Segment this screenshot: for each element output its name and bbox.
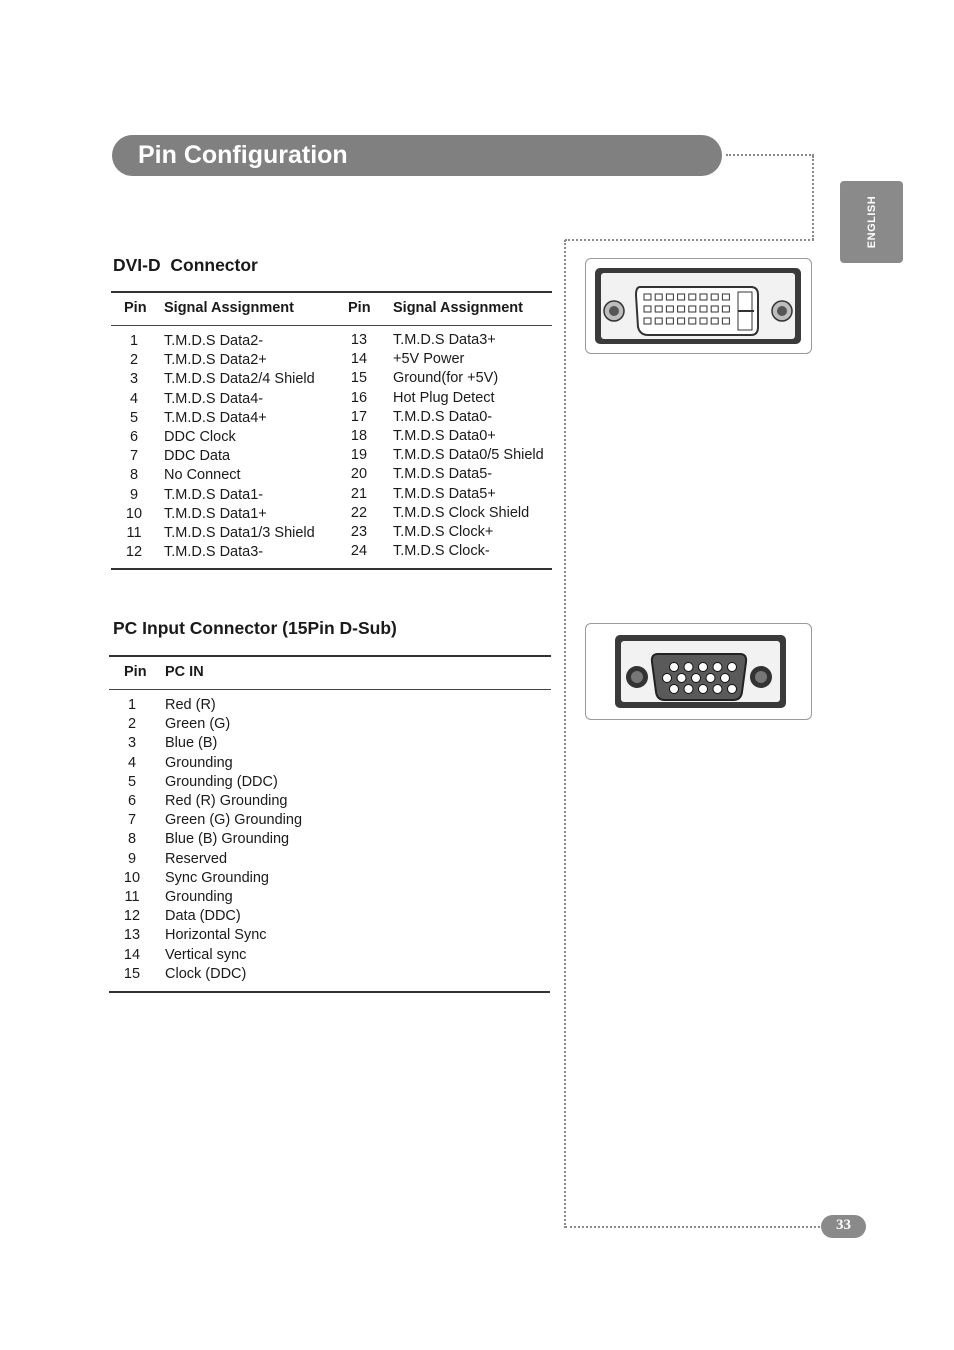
pc-pin-number: 4 [127,755,137,771]
pc-signal-name: Horizontal Sync [165,927,267,943]
dvi-signal-name: Ground(for +5V) [393,370,499,386]
dvi-pin-number: 21 [350,486,368,502]
pc-signal-name: Reserved [165,851,228,867]
dvi-signal-name: T.M.D.S Data4- [164,391,264,407]
pc-section-title: PC Input Connector (15Pin D-Sub) [113,618,397,638]
dvi-pin-number: 14 [350,351,368,367]
dvi-signal-name: T.M.D.S Data5+ [393,486,496,502]
dvi-pin-number: 2 [129,352,139,368]
dotted-guide-top [726,154,814,156]
dvi-signal-name: No Connect [164,467,241,483]
dotted-guide-bottom [565,1226,820,1228]
dvi-signal-name: T.M.D.S Data0- [393,409,493,425]
pc-signal-name: Sync Grounding [165,870,269,886]
pc-signal-name: Grounding [165,755,233,771]
pc-header-rule [109,689,551,690]
pc-pin-number: 14 [123,947,141,963]
pc-pin-number: 9 [127,851,137,867]
dvi-pin-number: 10 [125,506,143,522]
pc-pin-number: 3 [127,735,137,751]
dvi-pin-number: 20 [350,466,368,482]
vga-connector-figure [585,623,812,720]
pc-signal-name: Red (R) Grounding [165,793,288,809]
pc-signal-name: Data (DDC) [165,908,241,924]
dvi-header-pin-left: Pin [124,300,147,316]
dvi-pin-number: 1 [129,333,139,349]
dvi-signal-name: DDC Clock [164,429,236,445]
pc-pin-number: 8 [127,831,137,847]
dvi-pin-number: 18 [350,428,368,444]
dvi-pin-number: 19 [350,447,368,463]
dvi-pin-number: 9 [129,487,139,503]
dvi-signal-name: +5V Power [393,351,465,367]
title-bar [112,135,722,176]
dvi-pin-number: 8 [129,467,139,483]
pc-pin-number: 1 [127,697,137,713]
dvi-pin-number: 11 [126,525,142,541]
dvi-signal-name: T.M.D.S Data3- [164,544,264,560]
pc-signal-name: Blue (B) [165,735,218,751]
pc-pin-number: 5 [127,774,137,790]
language-label: ENGLISH [865,195,878,249]
dotted-guide-middle [565,239,814,241]
dvi-signal-name: T.M.D.S Data1+ [164,506,267,522]
dvi-signal-name: T.M.D.S Data4+ [164,410,267,426]
dvi-signal-name: T.M.D.S Data2/4 Shield [164,371,315,387]
dotted-guide-right [812,156,814,240]
page-number-badge [821,1215,866,1238]
dvi-signal-name: T.M.D.S Data2- [164,333,264,349]
pc-pin-number: 6 [127,793,137,809]
dvi-connector-figure [585,258,812,354]
pc-signal-name: Grounding [165,889,233,905]
dotted-guide-column [564,240,566,1228]
dvi-pin-number: 17 [350,409,368,425]
pc-table-top-rule [109,655,551,657]
dvi-table-top-rule [111,291,552,293]
dvi-pin-number: 23 [350,524,368,540]
dvi-signal-name: Hot Plug Detect [393,390,495,406]
dvi-signal-name: T.M.D.S Clock+ [393,524,494,540]
pc-signal-name: Green (G) [165,716,231,732]
page-number: 33 [836,1217,851,1233]
dvi-signal-name: T.M.D.S Clock- [393,543,490,559]
pc-header-pin: Pin [124,664,147,680]
language-tab [840,181,903,263]
pc-pin-number: 11 [124,889,140,905]
dvi-pin-number: 4 [129,391,139,407]
pc-signal-name: Vertical sync [165,947,247,963]
dvi-pin-number: 22 [350,505,368,521]
page-title: Pin Configuration [138,141,348,169]
pc-pin-number: 12 [123,908,141,924]
dvi-header-rule [111,325,552,326]
dvi-signal-name: T.M.D.S Clock Shield [393,505,530,521]
pc-pin-number: 2 [127,716,137,732]
dvi-table-bottom-rule [111,568,552,570]
pc-signal-name: Red (R) [165,697,216,713]
vga-connector-icon [586,624,811,719]
dvi-signal-name: T.M.D.S Data1/3 Shield [164,525,315,541]
dvi-signal-name: T.M.D.S Data0/5 Shield [393,447,544,463]
dvi-pin-number: 24 [350,543,368,559]
dvi-pin-number: 6 [129,429,139,445]
dvi-signal-name: T.M.D.S Data2+ [164,352,267,368]
dvi-signal-name: T.M.D.S Data3+ [393,332,496,348]
dvi-connector-icon [586,259,811,353]
dvi-signal-name: T.M.D.S Data5- [393,466,493,482]
dvi-signal-name: T.M.D.S Data0+ [393,428,496,444]
pc-pin-number: 13 [123,927,141,943]
dvi-pin-number: 7 [129,448,139,464]
dvi-header-pin-right: Pin [348,300,371,316]
pc-signal-name: Green (G) Grounding [165,812,303,828]
pc-signal-name: Grounding (DDC) [165,774,278,790]
pc-pin-number: 15 [123,966,141,982]
dvi-pin-number: 15 [350,370,368,386]
dvi-pin-number: 13 [350,332,368,348]
dvi-pin-number: 5 [129,410,139,426]
pc-pin-number: 10 [123,870,141,886]
pc-pin-number: 7 [127,812,137,828]
pc-table-bottom-rule [109,991,550,993]
pc-signal-name: Blue (B) Grounding [165,831,290,847]
dvi-pin-number: 3 [129,371,139,387]
dvi-pin-number: 16 [350,390,368,406]
dvi-signal-name: T.M.D.S Data1- [164,487,264,503]
pc-header-signal: PC IN [165,664,204,680]
dvi-section-title: DVI-D Connector [113,255,258,275]
dvi-header-signal-left: Signal Assignment [164,300,294,316]
dvi-signal-name: DDC Data [164,448,231,464]
dvi-pin-number: 12 [125,544,143,560]
dvi-header-signal-right: Signal Assignment [393,300,523,316]
pc-signal-name: Clock (DDC) [165,966,247,982]
